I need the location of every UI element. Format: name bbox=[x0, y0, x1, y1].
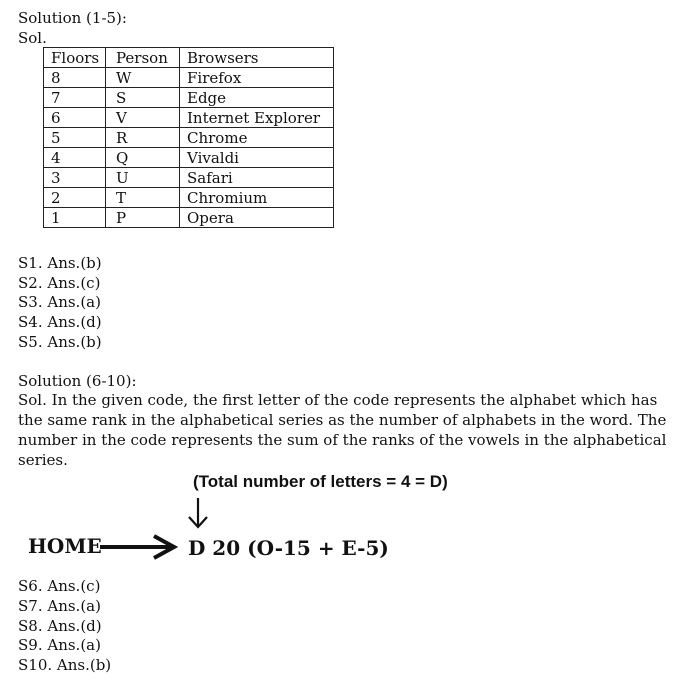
floor-cell: 4 bbox=[44, 148, 106, 168]
word-home: HOME bbox=[28, 534, 102, 558]
browser-cell: Internet Explorer bbox=[180, 108, 334, 128]
answer-s2: S2. Ans.(c) bbox=[18, 274, 101, 292]
browser-cell: Edge bbox=[180, 88, 334, 108]
table-row bbox=[44, 128, 334, 148]
table-row bbox=[44, 168, 334, 188]
table-row bbox=[44, 88, 334, 108]
answer-s10: S10. Ans.(b) bbox=[18, 656, 112, 674]
floor-cell: 8 bbox=[44, 68, 106, 88]
explanation-paragraph: Sol. In the given code, the first letter of the code represents the alphabet which has the same rank in the alphabetical series as the number of alphabets in the word. The number in the code represents the sum of the ranks of the vowels in the alphabetical series. bbox=[18, 391, 667, 469]
answer-s8: S8. Ans.(d) bbox=[18, 617, 102, 635]
answer-s7: S7. Ans.(a) bbox=[18, 597, 101, 615]
person-cell: V bbox=[106, 108, 180, 128]
floor-cell: 5 bbox=[44, 128, 106, 148]
table-row bbox=[44, 68, 334, 88]
person-cell: U bbox=[106, 168, 180, 188]
answer-s6: S6. Ans.(c) bbox=[18, 577, 101, 595]
table-row bbox=[44, 208, 334, 228]
table-row bbox=[44, 108, 334, 128]
person-cell: P bbox=[106, 208, 180, 228]
person-cell: Q bbox=[106, 148, 180, 168]
floor-cell: 2 bbox=[44, 188, 106, 208]
browser-cell: Chromium bbox=[180, 188, 334, 208]
browser-cell: Firefox bbox=[180, 68, 334, 88]
header-browsers: Browsers bbox=[180, 48, 334, 68]
solution-6-10-title: Solution (6-10): bbox=[18, 372, 137, 390]
header-person: Person bbox=[106, 48, 180, 68]
code-result: D 20 (O-15 + E-5) bbox=[188, 536, 389, 560]
sol-label: Sol. bbox=[18, 29, 47, 47]
answer-s9: S9. Ans.(a) bbox=[18, 636, 101, 654]
floor-cell: 6 bbox=[44, 108, 106, 128]
header-floors: Floors bbox=[44, 48, 106, 68]
answer-s3: S3. Ans.(a) bbox=[18, 293, 101, 311]
total-letters-note: (Total number of letters = 4 = D) bbox=[193, 472, 448, 491]
solution-1-5-title: Solution (1-5): bbox=[18, 9, 127, 27]
answer-s1: S1. Ans.(b) bbox=[18, 254, 102, 272]
browser-cell: Safari bbox=[180, 168, 334, 188]
person-cell: S bbox=[106, 88, 180, 108]
down-arrow-icon bbox=[184, 496, 212, 530]
answer-s5: S5. Ans.(b) bbox=[18, 333, 102, 351]
table-header-row bbox=[44, 48, 334, 68]
person-cell: T bbox=[106, 188, 180, 208]
browser-cell: Vivaldi bbox=[180, 148, 334, 168]
browser-cell: Opera bbox=[180, 208, 334, 228]
table-row bbox=[44, 148, 334, 168]
person-cell: R bbox=[106, 128, 180, 148]
floor-cell: 7 bbox=[44, 88, 106, 108]
answer-s4: S4. Ans.(d) bbox=[18, 313, 102, 331]
person-cell: W bbox=[106, 68, 180, 88]
right-arrow-icon bbox=[98, 532, 178, 562]
floor-cell: 1 bbox=[44, 208, 106, 228]
browser-cell: Chrome bbox=[180, 128, 334, 148]
floor-cell: 3 bbox=[44, 168, 106, 188]
floors-table bbox=[43, 47, 334, 228]
table-row bbox=[44, 188, 334, 208]
